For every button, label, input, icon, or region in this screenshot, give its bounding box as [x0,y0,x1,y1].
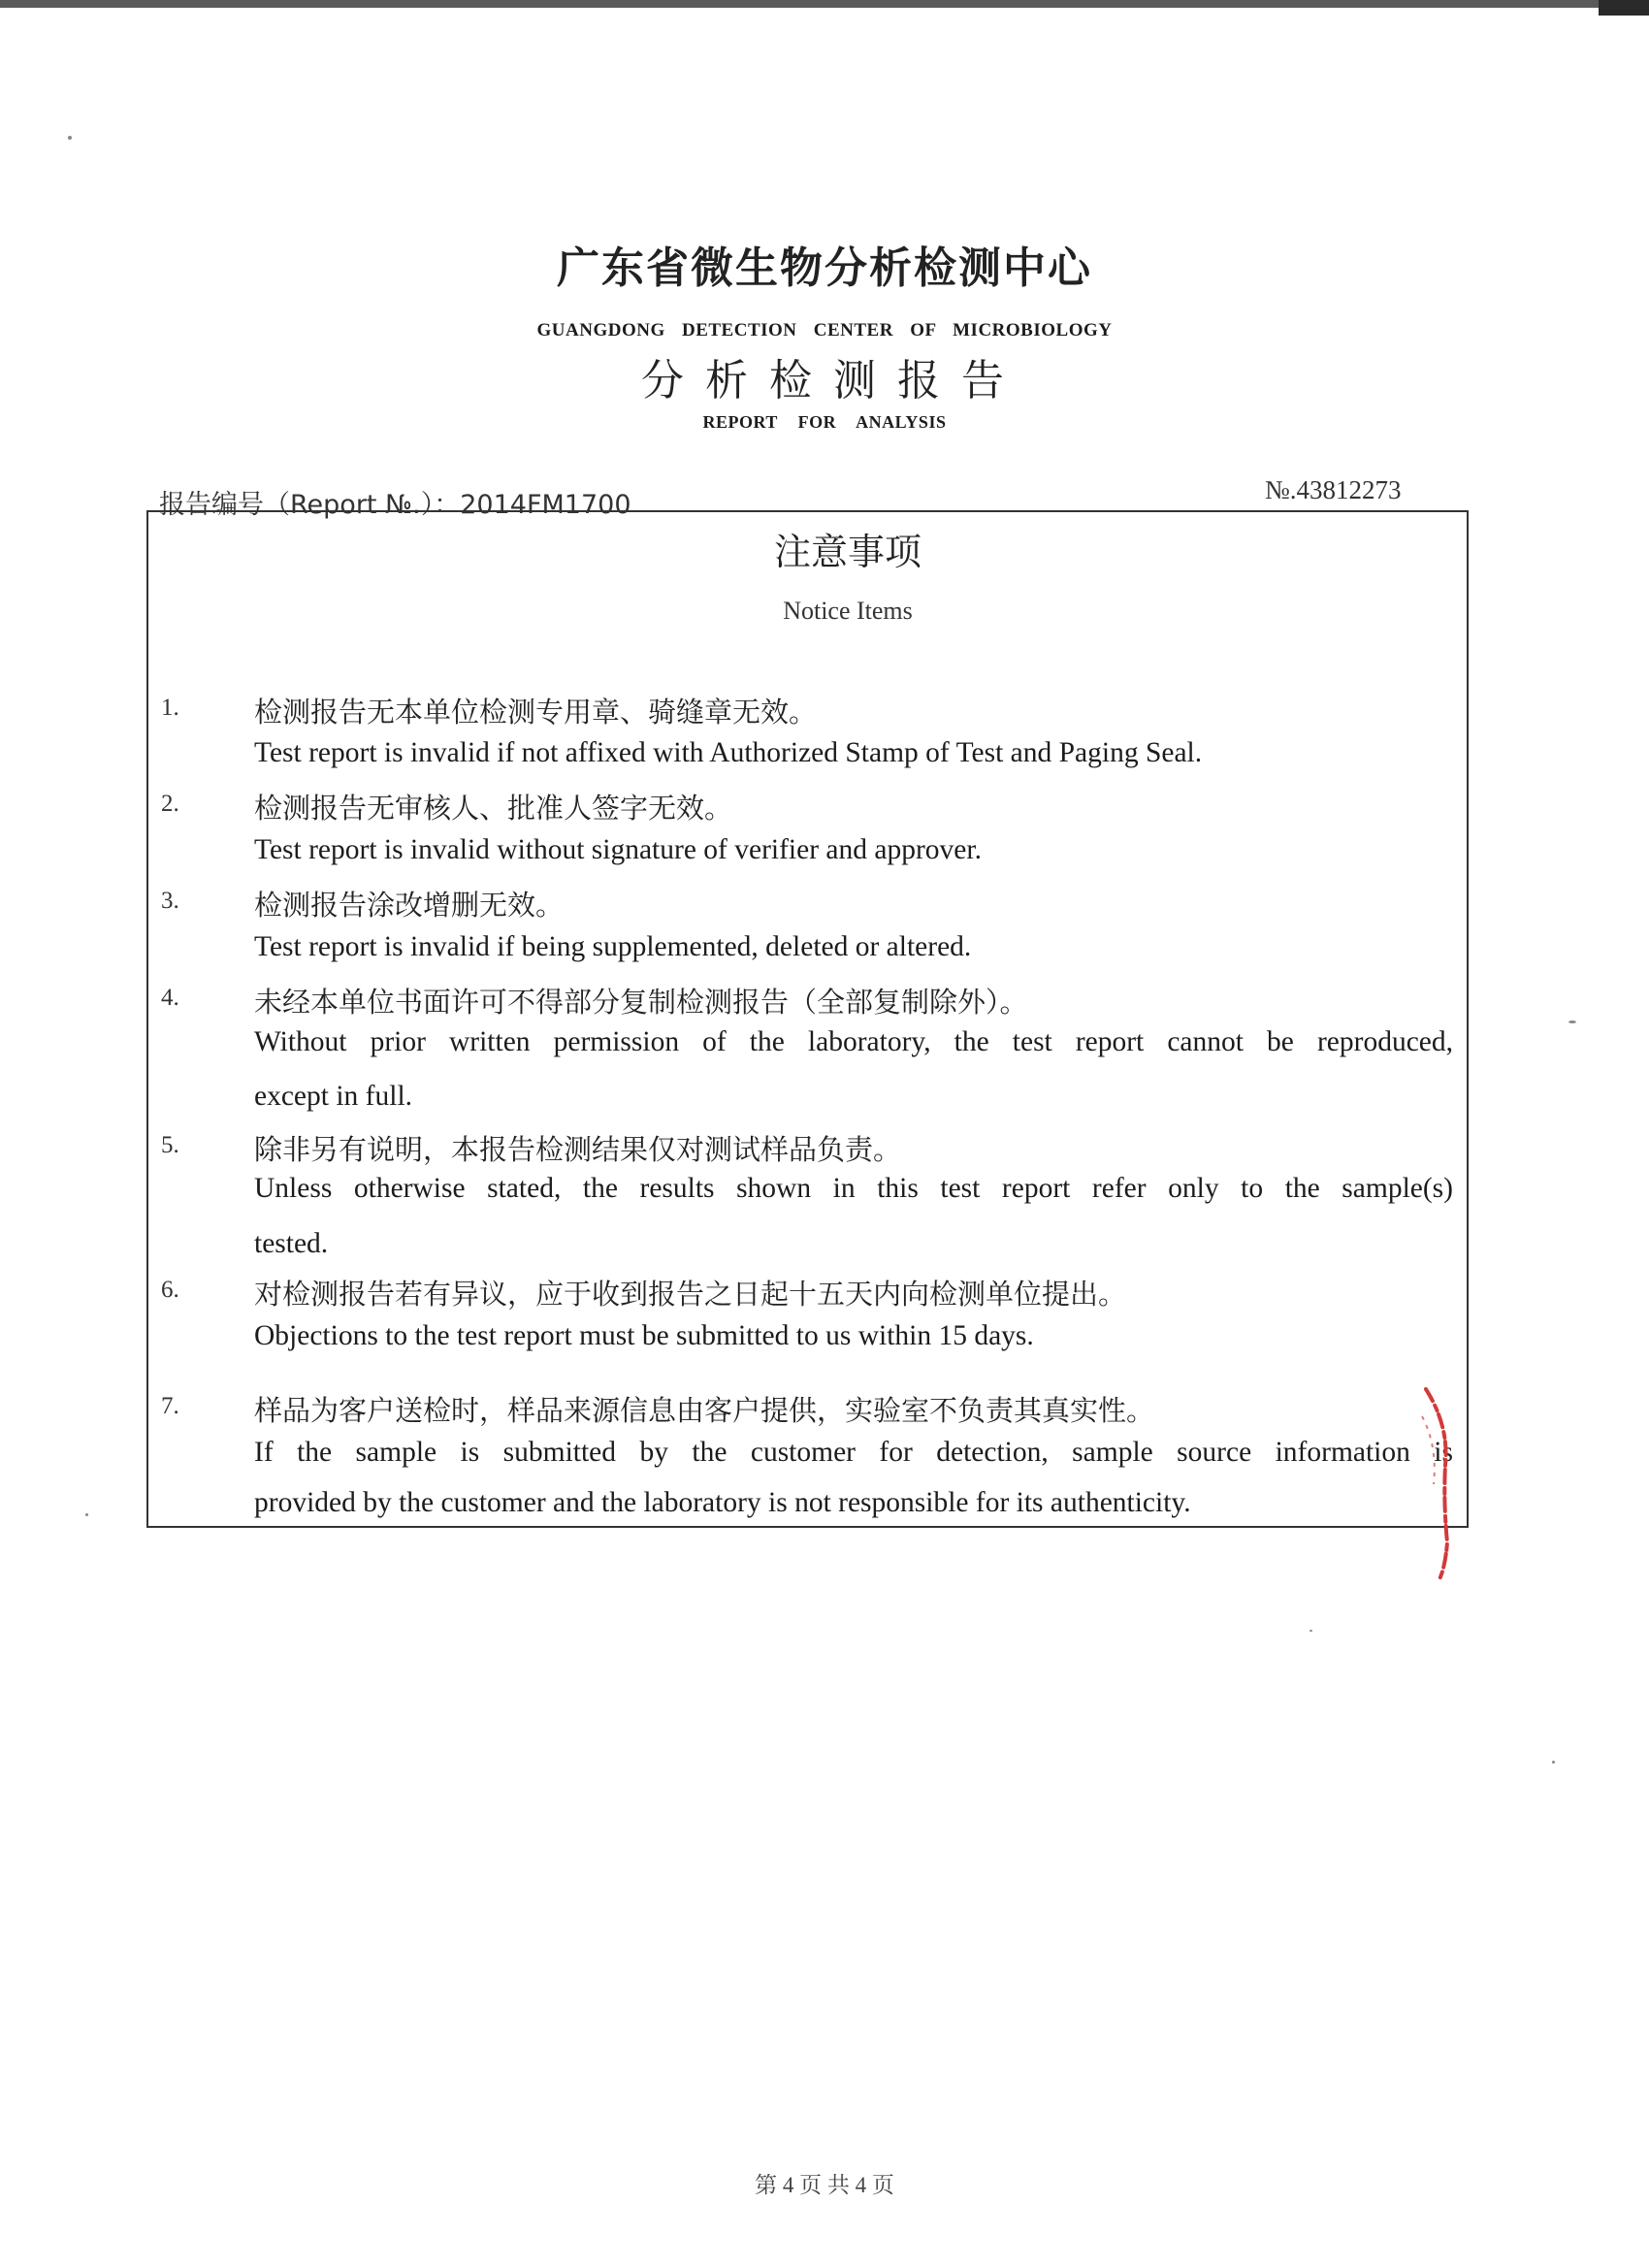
page-number: 第 4 页 共 4 页 [755,2173,894,2197]
notice-item-cn: 样品为客户送检时，样品来源信息由客户提供，实验室不负责其真实性。 [254,1394,1155,1427]
notice-item-number: 5. [161,1132,179,1158]
notice-item-number: 2. [161,791,179,817]
notice-item-number: 1. [161,695,179,721]
notice-item-en: Without prior written permission of the laboratory, the test report cannot be reproduced, [254,1026,1453,1057]
notice-item-number: 6. [161,1277,179,1303]
notice-item-cn: 对检测报告若有异议，应于收到报告之日起十五天内向检测单位提出。 [254,1278,1127,1311]
scan-corner-shadow [1599,0,1649,16]
scan-speck [68,136,72,140]
organization-name-cn: 广东省微生物分析检测中心 [557,243,1092,293]
notice-item-en: Test report is invalid if being supplemented, deleted or altered. [254,931,972,962]
notice-item-cn: 检测报告涂改增删无效。 [254,889,565,922]
document-title-en: REPORT FOR ANALYSIS [702,412,947,432]
notice-item-en-continued: tested. [254,1228,329,1259]
organization-name-en: GUANGDONG DETECTION CENTER OF MICROBIOLOGY [536,320,1113,340]
notice-item-number: 3. [161,888,179,914]
notice-title-cn: 注意事项 [773,531,922,573]
scan-speck [1552,1761,1555,1764]
notice-item-cn: 除非另有说明，本报告检测结果仅对测试样品负责。 [254,1133,902,1166]
notice-item-en: Test report is invalid without signature of verifier and approver. [254,834,982,865]
notice-item-en: Test report is invalid if not affixed with Authorized Stamp of Test and Paging Seal. [254,737,1203,768]
scan-speck [1568,1021,1576,1023]
notice-item-en: Objections to the test report must be submitted to us within 15 days. [254,1320,1034,1351]
scan-top-edge [0,0,1649,8]
notice-title-en: Notice Items [783,597,913,625]
notice-item-cn: 未经本单位书面许可不得部分复制检测报告（全部复制除外）。 [254,986,1028,1019]
paging-seal-mark [1416,1387,1474,1581]
scan-speck [1310,1630,1312,1632]
notice-item-en-continued: provided by the customer and the laboratory is not responsible for its authenticity. [254,1487,1191,1518]
document-title-cn: 分析检测报告 [641,356,1025,405]
scan-speck [85,1513,88,1516]
notice-item-en-continued: except in full. [254,1081,413,1112]
notice-item-cn: 检测报告无本单位检测专用章、骑缝章无效。 [254,696,818,729]
notice-item-cn: 检测报告无审核人、批准人签字无效。 [254,792,733,825]
serial-number: №.43812273 [1265,475,1402,504]
notice-item-en: Unless otherwise stated, the results shown in this test report refer only to the sample(s) [254,1173,1453,1204]
report-number: 报告编号（Report №.）：2014FM1700 [159,490,631,520]
notice-item-en: If the sample is submitted by the customer for detection, sample source information is [254,1437,1453,1468]
notice-item-number: 7. [161,1393,179,1419]
notice-item-number: 4. [161,985,179,1011]
